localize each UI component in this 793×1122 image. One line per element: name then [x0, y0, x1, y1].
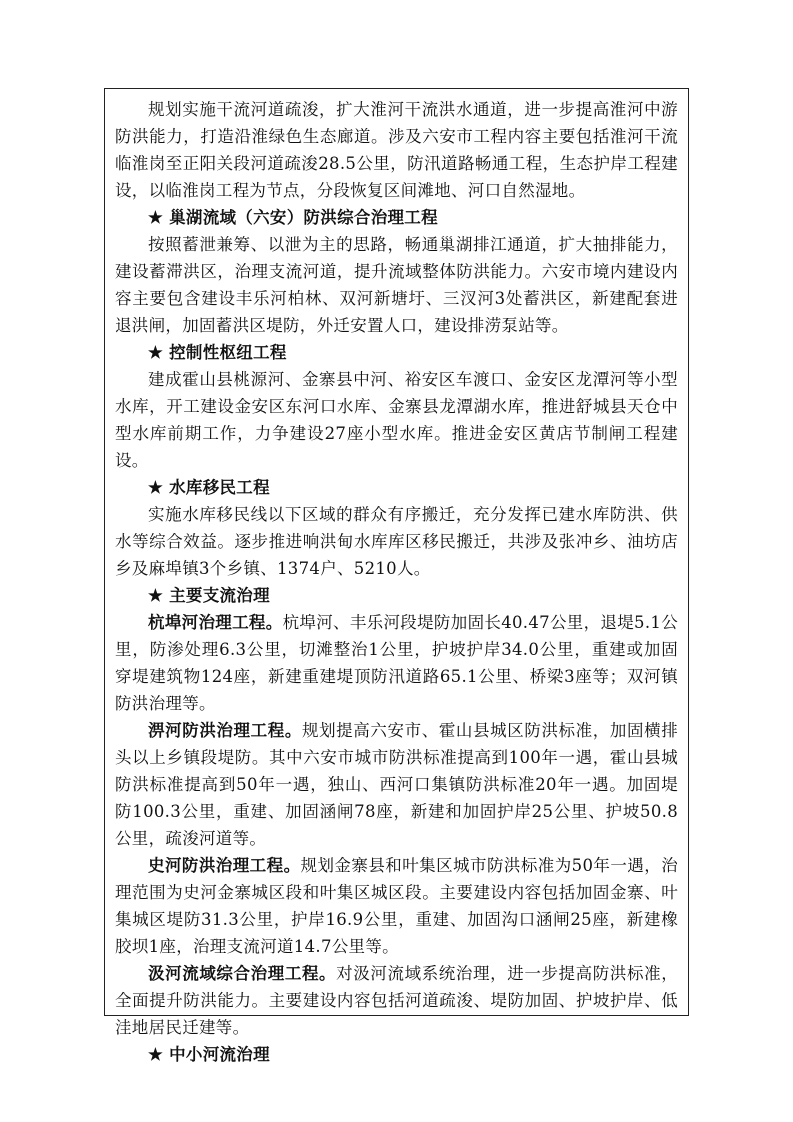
star-icon: ★	[148, 208, 164, 227]
paragraph-lead: 淠河防洪治理工程。	[148, 721, 302, 740]
heading-text: 水库移民工程	[169, 478, 270, 497]
heading-control-hub	[115, 339, 678, 366]
paragraph-text: 对汲河流域系统治理，进一步提高防洪标准，全面提升防洪能力。主要建设内容包括河道疏浚、堤防加固、护坡护岸、低洼地居民迁建等。	[115, 964, 678, 1037]
document-body	[115, 96, 678, 1068]
star-icon: ★	[148, 478, 164, 497]
heading-small-rivers	[115, 1041, 678, 1068]
heading-text: 控制性枢纽工程	[169, 343, 287, 362]
star-icon: ★	[148, 343, 164, 362]
paragraph-lead: 史河防洪治理工程。	[148, 856, 301, 875]
heading-text: 中小河流治理	[169, 1045, 270, 1064]
heading-text: 巢湖流域（六安）防洪综合治理工程	[169, 208, 438, 227]
paragraph-lead: 杭埠河治理工程。	[148, 613, 283, 632]
heading-main-tributaries	[115, 582, 678, 609]
paragraph-reservoir-resettlement: 实施水库移民线以下区域的群众有序搬迁，充分发挥已建水库防洪、供水等综合效益。逐步推进响洪甸水库库区移民搬迁，共涉及张冲乡、油坊店乡及麻埠镇3个乡镇、1374户、5210人。	[115, 505, 678, 578]
paragraph-hangbu-river	[115, 609, 678, 717]
heading-text: 主要支流治理	[169, 586, 270, 605]
paragraph-chaohu-basin: 按照蓄泄兼筹、以泄为主的思路，畅通巢湖排江通道，扩大抽排能力，建设蓄滞洪区，治理支流河道，提升流域整体防洪能力。六安市境内建设内容主要包含建设丰乐河柏林、双河新塘圩、三汊河3处蓄洪区，新建配套进退洪闸，加固蓄洪区堤防，外迁安置人口，建设排涝泵站等。	[115, 235, 678, 335]
paragraph-lead: 汲河流域综合治理工程。	[148, 964, 337, 983]
paragraph-text: 杭埠河、丰乐河段堤防加固长40.47公里，退堤5.1公里，防渗处理6.3公里，切滩整治1公里，护坡护岸34.0公里，重建或加固穿堤建筑物124座，新建重建堤顶防汛道路65.1公里、桥梁3座等；双河镇防洪治理等。	[115, 613, 679, 713]
paragraph-control-hub: 建成霍山县桃源河、金寨县中河、裕安区车渡口、金安区龙潭河等小型水库，开工建设金安区东河口水库、金寨县龙潭湖水库，推进舒城县天仓中型水库前期工作，力争建设27座小型水库。推进金安区黄店节制闸工程建设。	[115, 370, 678, 470]
star-icon: ★	[148, 1045, 164, 1064]
paragraph-text: 规划金寨县和叶集区城市防洪标准为50年一遇，治理范围为史河金寨城区段和叶集区城区段。主要建设内容包括加固金寨、叶集城区堤防31.3公里，护岸16.9公里，重建、加固沟口涵闸25座，新建橡胶坝1座，治理支流河道14.7公里等。	[115, 856, 679, 956]
paragraph-shi-river	[115, 852, 678, 960]
heading-reservoir-resettlement	[115, 474, 678, 501]
paragraph-ji-river	[115, 960, 678, 1041]
paragraph-text: 规划提高六安市、霍山县城区防洪标准，加固横排头以上乡镇段堤防。其中六安市城市防洪标准提高到100年一遇，霍山县城防洪标准提高到50年一遇，独山、西河口集镇防洪标准20年一遇。加固堤防100.3公里，重建、加固涵闸78座，新建和加固护岸25公里、护坡50.8公里，疏浚河道等。	[115, 721, 678, 848]
paragraph-huaihe-mainstream: 规划实施干流河道疏浚，扩大淮河干流洪水通道，进一步提高淮河中游防洪能力，打造沿淮绿色生态廊道。涉及六安市工程内容主要包括淮河干流临淮岗至正阳关段河道疏浚28.5公里，防汛道路畅通工程，生态护岸工程建设，以临淮岗工程为节点，分段恢复区间滩地、河口自然湿地。	[115, 100, 678, 200]
star-icon: ★	[148, 586, 164, 605]
heading-chaohu-basin	[115, 204, 678, 231]
paragraph-pi-river	[115, 717, 678, 852]
